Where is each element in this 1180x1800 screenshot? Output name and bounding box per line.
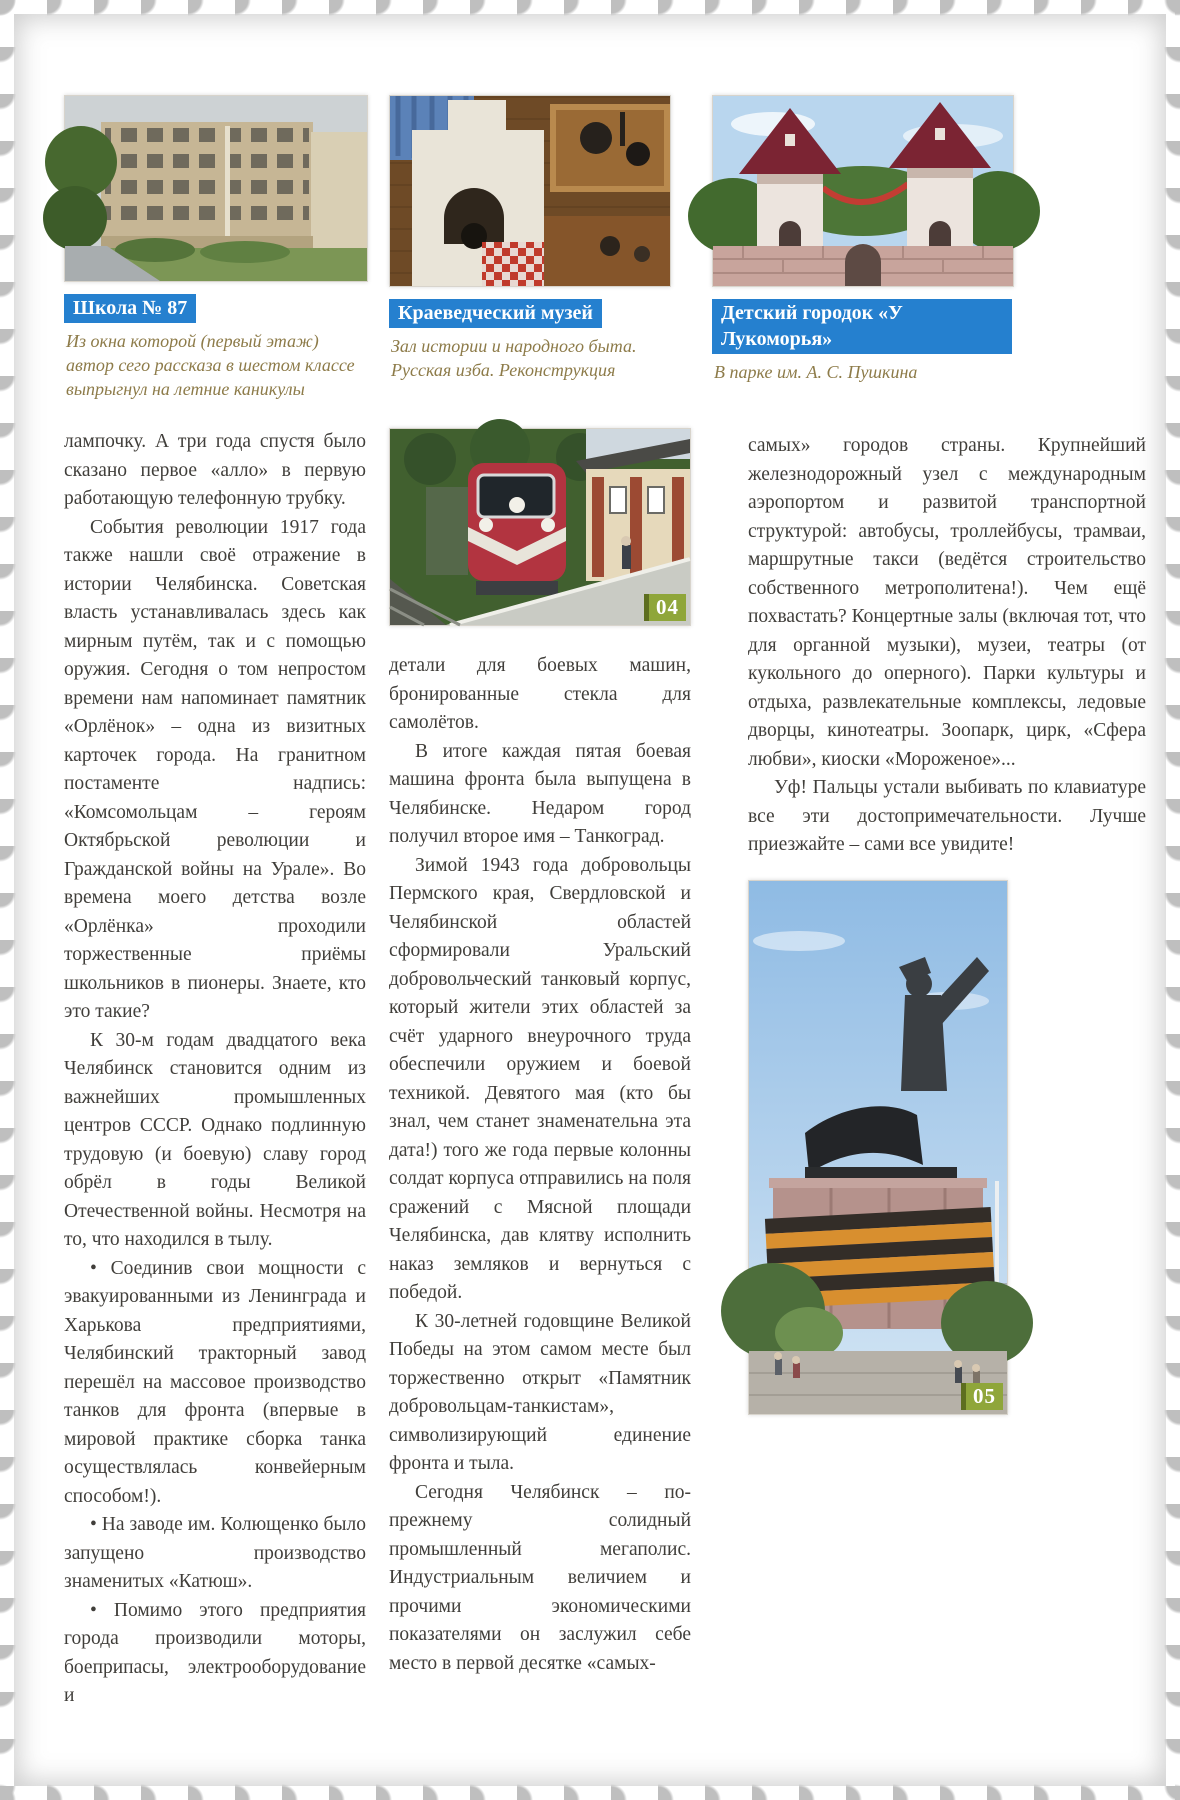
- photo-caption: Из окна которой (первый этаж) автор сего рассказа в шестом классе выпрыгнул на летние каникулы: [66, 331, 355, 399]
- stamp-perforation-left: [0, 0, 26, 1800]
- text-column-right: [748, 432, 1146, 1415]
- right-column-clipped-text: [748, 432, 1146, 860]
- photo-number-badge: 05: [961, 1383, 1003, 1410]
- train-photo: [389, 428, 691, 626]
- body-paragraph: В итоге каждая пятая боевая машина фронта была выпущена в Челябинске. Недаром город получил второе имя – Танкоград.: [389, 740, 691, 847]
- text-column-middle: [389, 428, 691, 1678]
- museum-photo: [389, 95, 671, 287]
- photo-caption-block: [64, 282, 366, 401]
- body-paragraph: • Помимо этого предприятия города производили моторы, боеприпасы, электрооборудование и: [64, 1599, 366, 1706]
- photo-caption: В парке им. А. С. Пушкина: [714, 362, 918, 382]
- photo-caption-block: [389, 287, 669, 382]
- body-paragraph: События революции 1917 года также нашли своё отражение в истории Челябинска. Советская власть устанавливалась здесь как мирным путём, так и с помощью оружия. Сегодня о том непростом времени нам напоминает памятник «Орлёнок» – одна из визитных карточек города. На гранитном постаменте надпись: «Комсомольцам – героям Октябрьской революции и Гражданской войны на Урале». Во времена моего детства возле «Орлёнка» проходили торжественные приёмы школьников в пионеры. Знаете, кто это такие?: [64, 516, 366, 1022]
- monument-photo: [748, 880, 1008, 1415]
- body-paragraph: • На заводе им. Колющенко было запущено производство знаменитых «Катюш».: [64, 1514, 366, 1592]
- school-photo: [64, 95, 368, 282]
- photo-card-lukomorye: [712, 95, 1012, 384]
- body-paragraph: детали для боевых машин, бронированные стекла для самолётов.: [389, 655, 691, 733]
- school-building-illustration: [65, 96, 367, 281]
- photo-title-badge: [64, 294, 196, 323]
- text-column-left: [64, 428, 366, 1711]
- body-paragraph: К 30-м годам двадцатого века Челябинск становится одним из важнейших промышленных центров СССР. Однако подлинную трудовую (и боевую) славу город обрёл в годы Великой Отечественной войны. Несмотря на то, что находился в тылу.: [64, 1029, 366, 1250]
- body-paragraph: лампочку. А три года спустя было сказано первое «алло» в первую работающую телефонную трубку.: [64, 431, 366, 509]
- body-paragraph: Зимой 1943 года добровольцы Пермского края, Свердловской и Челябинской областей сформировали Уральский добровольческий танковый корпус, который жители этих областей за счёт ударного внеурочного труда обеспечили оружием и боевой техникой. Девятого мая (кто бы знал, чем станет знаменательна эта дата!) того же года первые колонны солдат корпуса отправились на поля сражений с Мясной площади Челябинска, дав клятву исполнить наказ земляков и вернуться с победой.: [389, 854, 691, 1303]
- photo-title: Детский городок «У Лукоморья»: [721, 302, 903, 350]
- museum-interior-illustration: [390, 96, 670, 286]
- photo-caption: Зал истории и народного быта. Русская изба. Реконструкция: [391, 336, 637, 380]
- tank-volunteers-monument-illustration: [749, 881, 1007, 1414]
- body-paragraph: • Соединив свои мощности с эвакуированными из Ленинграда и Харькова предприятиями, Челябинский тракторный завод перешёл на массовое производство танков для фронта (впервые в мировой практике сборка танка осуществлялась конвейерным способом!).: [64, 1257, 366, 1507]
- lukomorye-photo: [712, 95, 1014, 287]
- photo-title-badge: [712, 299, 1012, 354]
- children-town-illustration: [713, 96, 1013, 286]
- photo-number-badge: 04: [644, 594, 686, 621]
- body-paragraph: К 30-летней годовщине Великой Победы на этом самом месте был торжественно открыт «Памятник добровольцам-танкистам», символизирующий единение фронта и тыла.: [389, 1310, 691, 1474]
- stamp-perforation-bottom: [0, 1774, 1180, 1800]
- photo-title: Школа № 87: [73, 297, 188, 319]
- photo-title: Краеведческий музей: [398, 302, 593, 324]
- photo-title-badge: [389, 299, 602, 328]
- body-paragraph: самых» городов страны. Крупнейший железнодорожный узел с международным аэропортом и развитой транспортной структурой: автобусы, троллейбусы, трамваи, маршрутные такси (ведётся строительство собственного метрополитена!). Чем ещё похвастать? Концертные залы (включая тот, что для органной музыки), музеи, театры (от кукольного до оперного). Парки культуры и отдыха, развлекательные комплексы, ледовые дворцы, кинотеатры. Зоопарк, цирк, «Сфера любви», киоски «Мороженое»...: [748, 435, 1146, 770]
- body-paragraph: Уф! Пальцы устали выбивать по клавиатуре все эти достопримечательности. Лучше приезжайте – сами все увидите!: [748, 777, 1146, 855]
- stamp-perforation-right: [1154, 0, 1180, 1800]
- photo-caption-block: [712, 287, 1012, 384]
- stamp-perforation-top: [0, 0, 1180, 26]
- photo-card-museum: [389, 95, 669, 382]
- body-paragraph: Сегодня Челябинск – по-прежнему солидный промышленный мегаполис. Индустриальным величием и прочими экономическими показателями он заслужил себе место в первой десятке «самых-: [389, 1481, 691, 1674]
- photo-card-school: [64, 95, 366, 401]
